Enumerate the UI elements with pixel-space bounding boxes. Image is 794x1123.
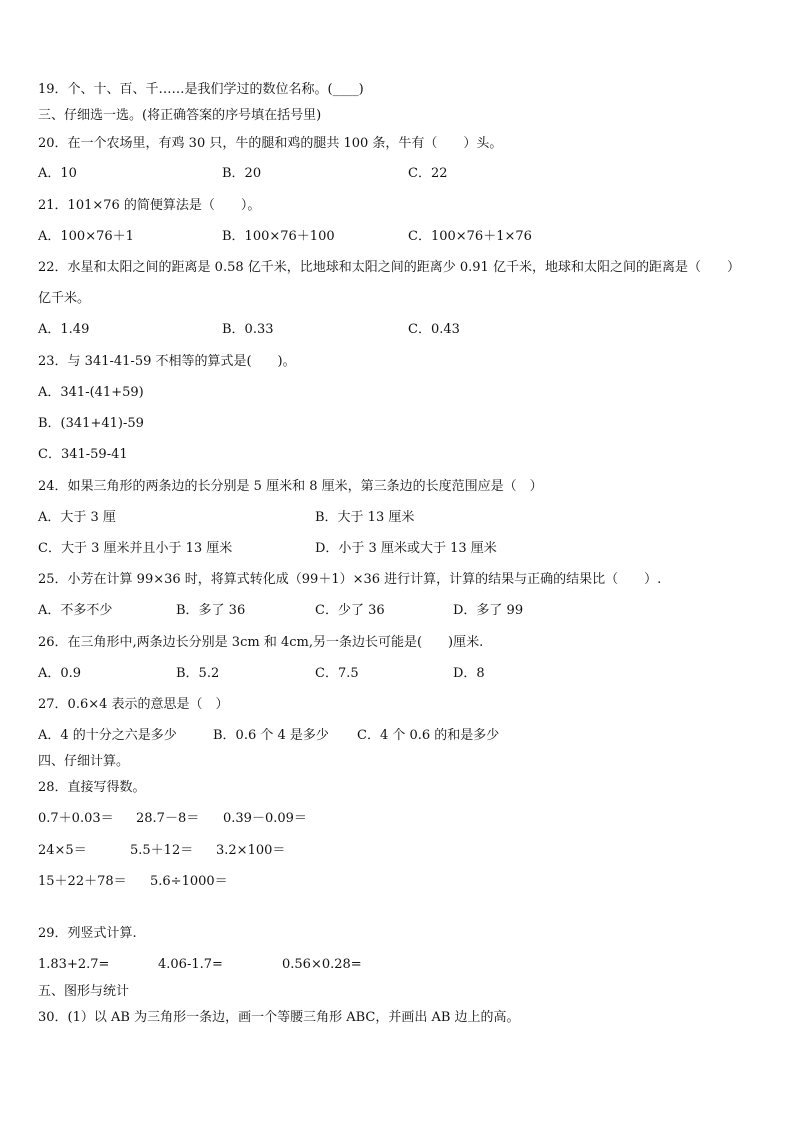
section-4-heading: 四、仔细计算。 xyxy=(38,754,130,769)
question-27-option-a: A．4 的十分之六是多少 xyxy=(38,728,177,743)
question-25-option-d: D．多了 99 xyxy=(453,603,524,618)
question-23-option-a: A．341-(41+59) xyxy=(38,385,144,400)
question-26-option-b: B．5.2 xyxy=(176,666,220,681)
question-25-option-b: B．多了 36 xyxy=(176,603,246,618)
question-21-option-c: C．100×76＋1×76 xyxy=(408,229,532,244)
question-22-stem: 22．水星和太阳之间的距离是 0.58 亿千米，比地球和太阳之间的距离少 0.91 亿千米，地球和太阳之间的距离是（ ） xyxy=(38,260,740,275)
q28-expr-4: 24×5＝ xyxy=(38,843,87,858)
question-22-option-a: A．1.49 xyxy=(38,322,90,337)
question-26-stem: 26．在三角形中,两条边长分别是 3cm 和 4cm,另一条边长可能是( )厘米. xyxy=(38,635,484,650)
question-24-stem: 24．如果三角形的两条边的长分别是 5 厘米和 8 厘米，第三条边的长度范围应是（ ） xyxy=(38,479,543,494)
question-27-option-c: C．4 个 0.6 的和是多少 xyxy=(357,728,500,743)
question-20-option-a: A．10 xyxy=(38,166,77,181)
question-24-option-c: C．大于 3 厘米并且小于 13 厘米 xyxy=(38,541,233,556)
question-25-option-a: A．不多不少 xyxy=(38,603,113,618)
q28-expr-5: 5.5＋12＝ xyxy=(130,843,194,858)
question-24-option-d: D．小于 3 厘米或大于 13 厘米 xyxy=(315,541,497,556)
section-5-heading: 五、图形与统计 xyxy=(38,984,130,999)
question-19: 19．个、十、百、千……是我们学过的数位名称。(____) xyxy=(38,82,364,97)
question-20-option-b: B．20 xyxy=(222,166,262,181)
question-21-stem: 21．101×76 的简便算法是（ ）。 xyxy=(38,198,261,213)
q29-expr-3: 0.56×0.28= xyxy=(282,957,362,972)
q28-expr-6: 3.2×100＝ xyxy=(216,843,286,858)
question-25-option-c: C．少了 36 xyxy=(315,603,385,618)
question-25-stem: 25．小芳在计算 99×36 时，将算式转化成（99＋1）×36 进行计算，计算的结果与正确的结果比（ ）. xyxy=(38,572,662,587)
q28-expr-2: 28.7－8＝ xyxy=(136,811,200,826)
q29-expr-2: 4.06-1.7= xyxy=(158,957,223,972)
question-21-option-b: B．100×76＋100 xyxy=(222,229,335,244)
question-20-stem: 20．在一个农场里，有鸡 30 只，牛的腿和鸡的腿共 100 条，牛有（ ）头。 xyxy=(38,136,503,151)
question-30: 30．(1）以 AB 为三角形一条边，画一个等腰三角形 ABC，并画出 AB 边上的高。 xyxy=(38,1010,520,1025)
question-24-option-a: A．大于 3 厘 xyxy=(38,510,116,525)
question-22-stem-cont: 亿千米。 xyxy=(38,291,91,306)
section-3-heading: 三、仔细选一选。(将正确答案的序号填在括号里) xyxy=(38,108,322,123)
question-26-option-d: D．8 xyxy=(453,666,485,681)
question-22-option-b: B．0.33 xyxy=(222,322,274,337)
question-23-option-c: C．341-59-41 xyxy=(38,447,128,462)
question-23-stem: 23．与 341-41-59 不相等的算式是( )。 xyxy=(38,354,296,369)
q28-expr-8: 5.6÷1000＝ xyxy=(150,874,228,889)
question-29-stem: 29．列竖式计算. xyxy=(38,926,137,941)
q28-expr-3: 0.39－0.09＝ xyxy=(223,811,307,826)
question-20-option-c: C．22 xyxy=(408,166,448,181)
question-24-option-b: B．大于 13 厘米 xyxy=(315,510,415,525)
question-27-option-b: B．0.6 个 4 是多少 xyxy=(213,728,329,743)
question-22-option-c: C．0.43 xyxy=(408,322,460,337)
q29-expr-1: 1.83+2.7= xyxy=(38,957,110,972)
question-23-option-b: B．(341+41)-59 xyxy=(38,416,144,431)
question-21-option-a: A．100×76＋1 xyxy=(38,229,134,244)
q28-expr-7: 15＋22＋78＝ xyxy=(38,874,127,889)
question-26-option-a: A．0.9 xyxy=(38,666,82,681)
question-27-stem: 27．0.6×4 表示的意思是（ ） xyxy=(38,697,229,712)
question-28-stem: 28．直接写得数。 xyxy=(38,780,146,795)
q28-expr-1: 0.7＋0.03＝ xyxy=(38,811,114,826)
question-26-option-c: C．7.5 xyxy=(315,666,359,681)
